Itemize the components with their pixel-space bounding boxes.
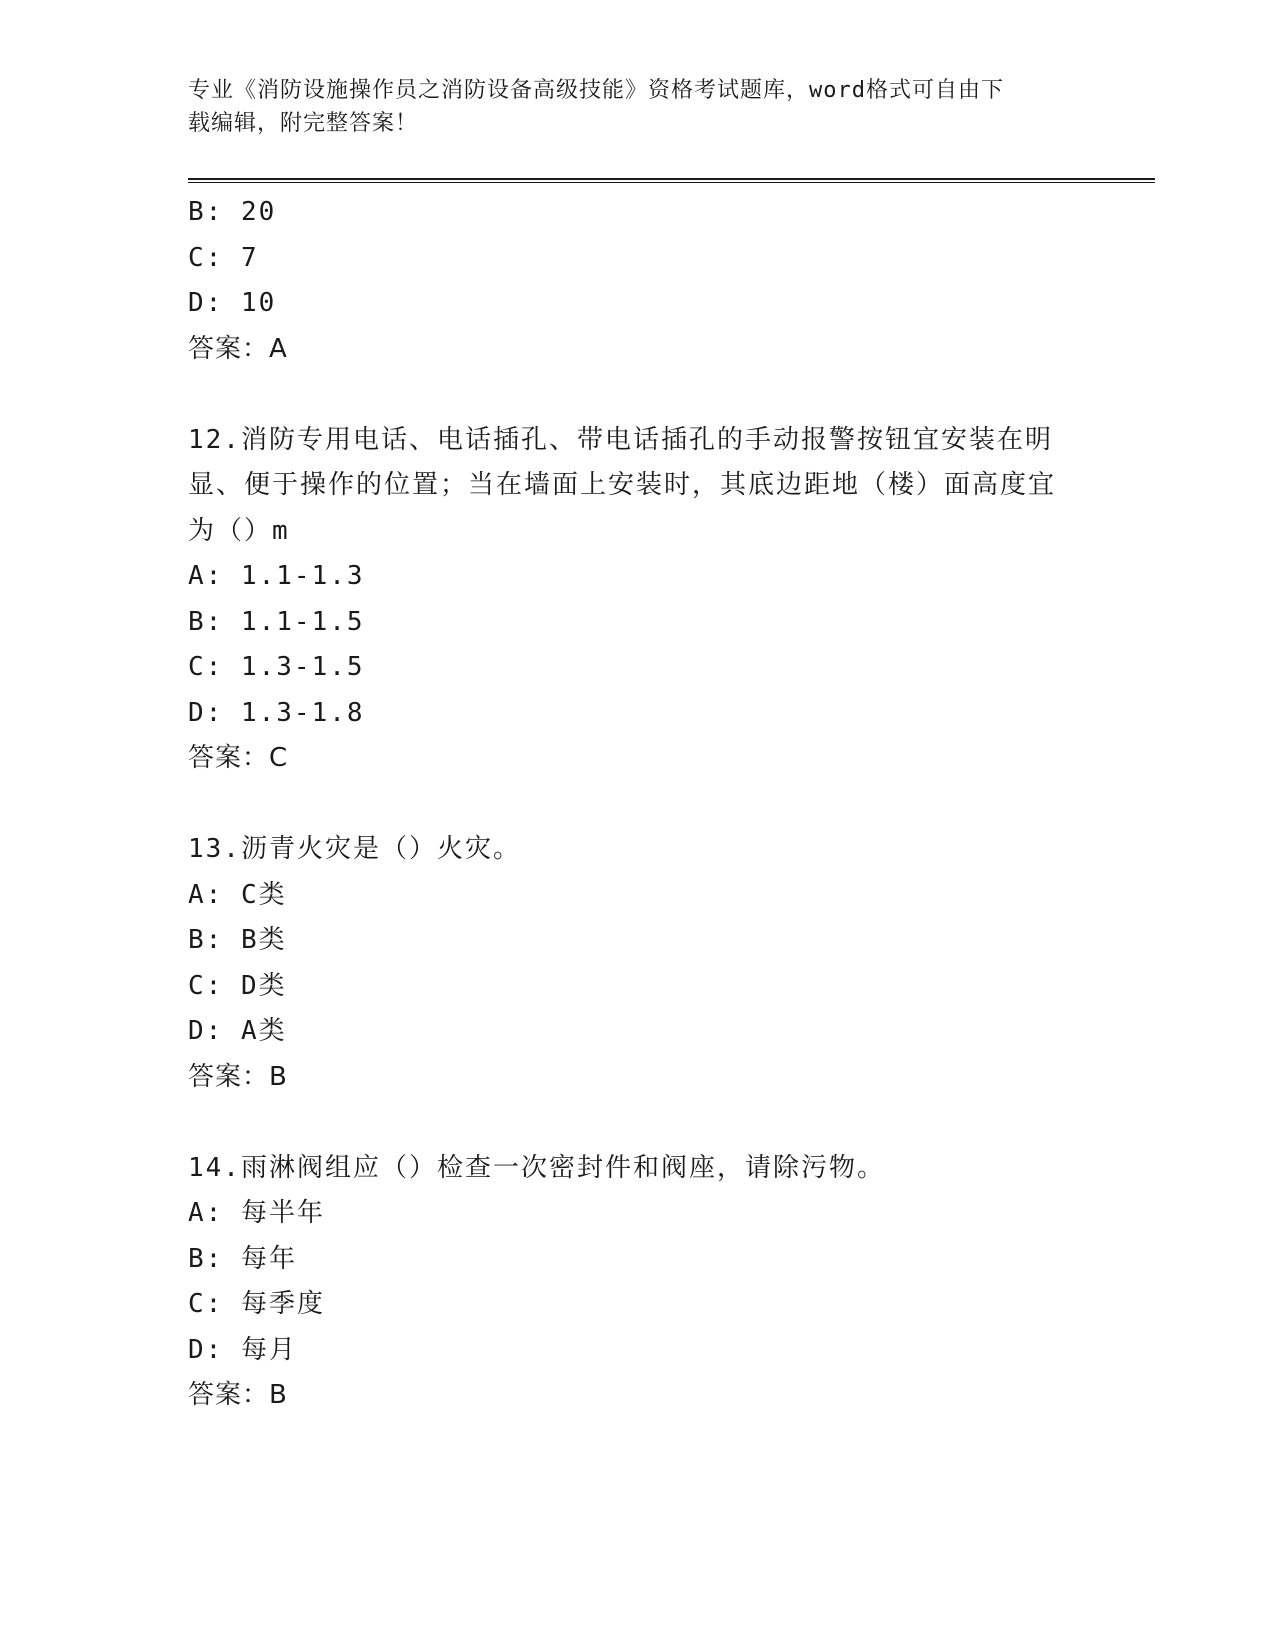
answer: 答案：A (188, 333, 288, 364)
header-line-1: 专业《消防设施操作员之消防设备高级技能》资格考试题库，word格式可自由下 (188, 78, 1004, 103)
question-stem: 12.消防专用电话、电话插孔、带电话插孔的手动报警按钮宜安装在明显、便于操作的位置；当在墙面上安装时，其底边距地（楼）面高度宜为（）m (188, 424, 1057, 546)
option-c: C: 7 (188, 242, 259, 273)
document-header (188, 74, 1068, 140)
option-b: B: 每年 (188, 1243, 297, 1274)
option-c: C: D类 (188, 970, 287, 1001)
option-b: B: 20 (188, 197, 277, 227)
question-list (188, 190, 1068, 1419)
question-12 (188, 418, 1068, 782)
answer: 答案：B (188, 1061, 288, 1092)
answer: 答案：C (188, 743, 289, 773)
option-a: A: C类 (188, 879, 287, 910)
partial-question (188, 190, 1068, 372)
question-stem: 13.沥青火灾是（）火灾。 (188, 834, 521, 864)
option-c: C: 每季度 (188, 1289, 325, 1319)
question-13 (188, 827, 1068, 1100)
option-c: C: 1.3-1.5 (188, 652, 365, 682)
option-a: A: 每半年 (188, 1198, 325, 1228)
option-d: D: 10 (188, 288, 277, 318)
option-a: A: 1.1-1.3 (188, 561, 365, 591)
header-divider (188, 178, 1155, 183)
option-d: D: 1.3-1.8 (188, 697, 365, 728)
question-stem: 14.雨淋阀组应（）检查一次密封件和阀座，请除污物。 (188, 1152, 885, 1183)
question-14 (188, 1146, 1068, 1419)
option-d: D: 每月 (188, 1334, 297, 1365)
header-line-2: 载编辑，附完整答案！ (188, 111, 419, 136)
option-b: B: B类 (188, 925, 287, 955)
answer: 答案：B (188, 1380, 288, 1410)
option-d: D: A类 (188, 1016, 287, 1046)
option-b: B: 1.1-1.5 (188, 606, 365, 637)
